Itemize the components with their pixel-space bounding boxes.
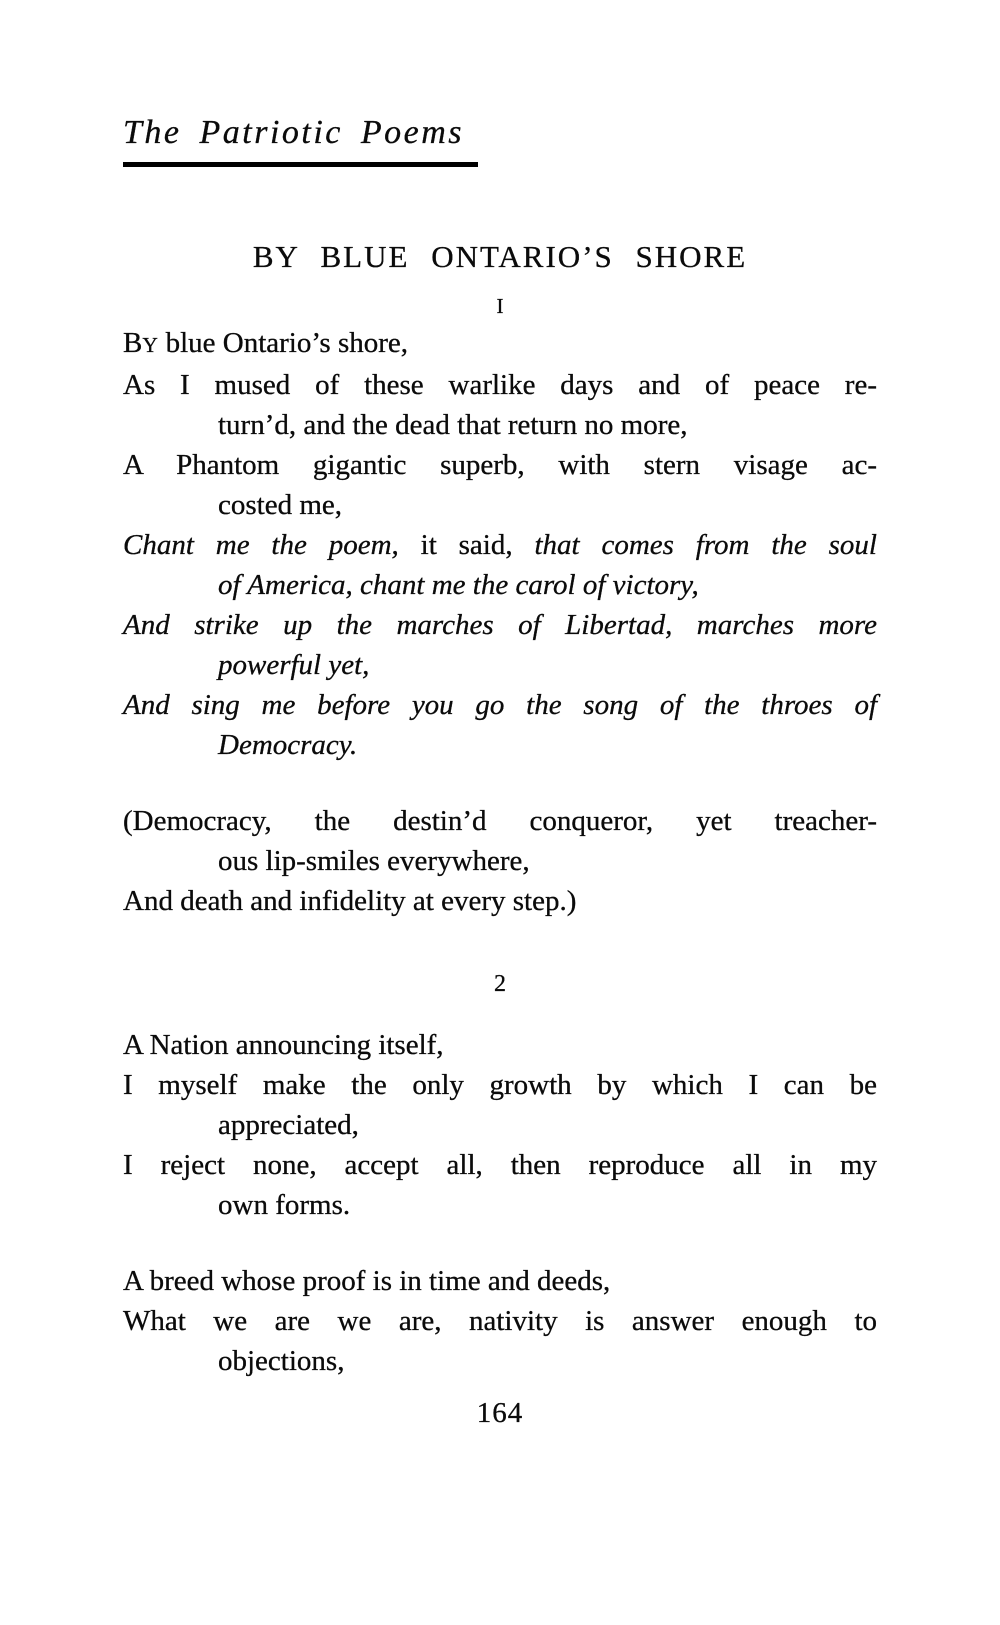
poem-line-segment: blue Ontario’s shore,	[158, 327, 409, 359]
stanza	[123, 323, 877, 765]
poem-line-segment: And death and infidelity at every step.)	[123, 885, 577, 917]
poem-line-segment: turn’d, and the dead that return no more,	[218, 409, 688, 441]
stanza	[123, 801, 877, 921]
poem-line	[123, 605, 877, 645]
poem-line-segment: A Nation announcing itself,	[123, 1029, 444, 1061]
poem-line	[123, 1341, 877, 1381]
poem-line	[123, 1261, 877, 1301]
poem-line-segment: costed me,	[218, 489, 343, 521]
poem-line	[123, 365, 877, 405]
poem-line	[123, 1145, 877, 1185]
page-number: 164	[476, 1397, 524, 1429]
poem-line-segment: it said,	[398, 529, 535, 561]
poem-line-segment: (Democracy, the destin’d conqueror, yet treacher-	[123, 805, 877, 837]
poem-line-segment: of America, chant me the carol of victory,	[218, 569, 699, 601]
poem-line-segment: Y	[142, 333, 159, 357]
poem-line-segment: I reject none, accept all, then reproduce all in my	[123, 1149, 877, 1181]
poem-line-segment: Democracy.	[218, 729, 358, 761]
poem-line	[123, 801, 877, 841]
poem-line-segment: own forms.	[218, 1189, 351, 1221]
poem-body	[123, 291, 877, 1381]
poem-line-segment: that comes from the soul	[534, 529, 877, 561]
poem-line	[123, 445, 877, 485]
poem-line	[123, 1105, 877, 1145]
poem-line	[123, 565, 877, 605]
poem-line-segment: Chant me the poem,	[123, 529, 399, 561]
poem-line-segment: And strike up the marches of Libertad, marches more	[123, 609, 877, 641]
poem-line-segment: appreciated,	[218, 1109, 359, 1141]
poem-line	[123, 485, 877, 525]
poem-line	[123, 685, 877, 725]
poem-line-segment: And sing me before you go the song of the throes of	[123, 689, 877, 721]
section-number: I	[496, 294, 504, 318]
poem-line	[123, 725, 877, 765]
poem-line-segment: objections,	[218, 1345, 345, 1377]
poem-line	[123, 1065, 877, 1105]
poem-line-segment: What we are we are, nativity is answer enough to	[123, 1305, 877, 1337]
poem-line	[123, 1025, 877, 1065]
running-header	[123, 112, 877, 167]
poem-line	[123, 881, 877, 921]
poem-line	[123, 405, 877, 445]
poem-line	[123, 323, 877, 365]
poem-line-segment: powerful yet,	[218, 649, 370, 681]
running-header-text: The Patriotic Poems	[123, 112, 478, 167]
poem-line	[123, 841, 877, 881]
section-number: 2	[494, 971, 506, 997]
stanza	[123, 1261, 877, 1381]
poem-line	[123, 1301, 877, 1341]
poem-line-segment: A Phantom gigantic superb, with stern visage ac-	[123, 449, 877, 481]
poem-line-segment: A breed whose proof is in time and deeds,	[123, 1265, 611, 1297]
poem-line-segment: B	[123, 327, 143, 359]
poem-line-segment: As I mused of these warlike days and of peace re-	[123, 369, 877, 401]
poem-line-segment: I myself make the only growth by which I can be	[123, 1069, 877, 1101]
poem-line	[123, 645, 877, 685]
poem-title: BY BLUE ONTARIO’S SHORE	[252, 239, 748, 274]
poem-line	[123, 1185, 877, 1225]
poem-line-segment: ous lip-smiles everywhere,	[218, 845, 530, 877]
poem-line	[123, 525, 877, 565]
stanza	[123, 1025, 877, 1225]
